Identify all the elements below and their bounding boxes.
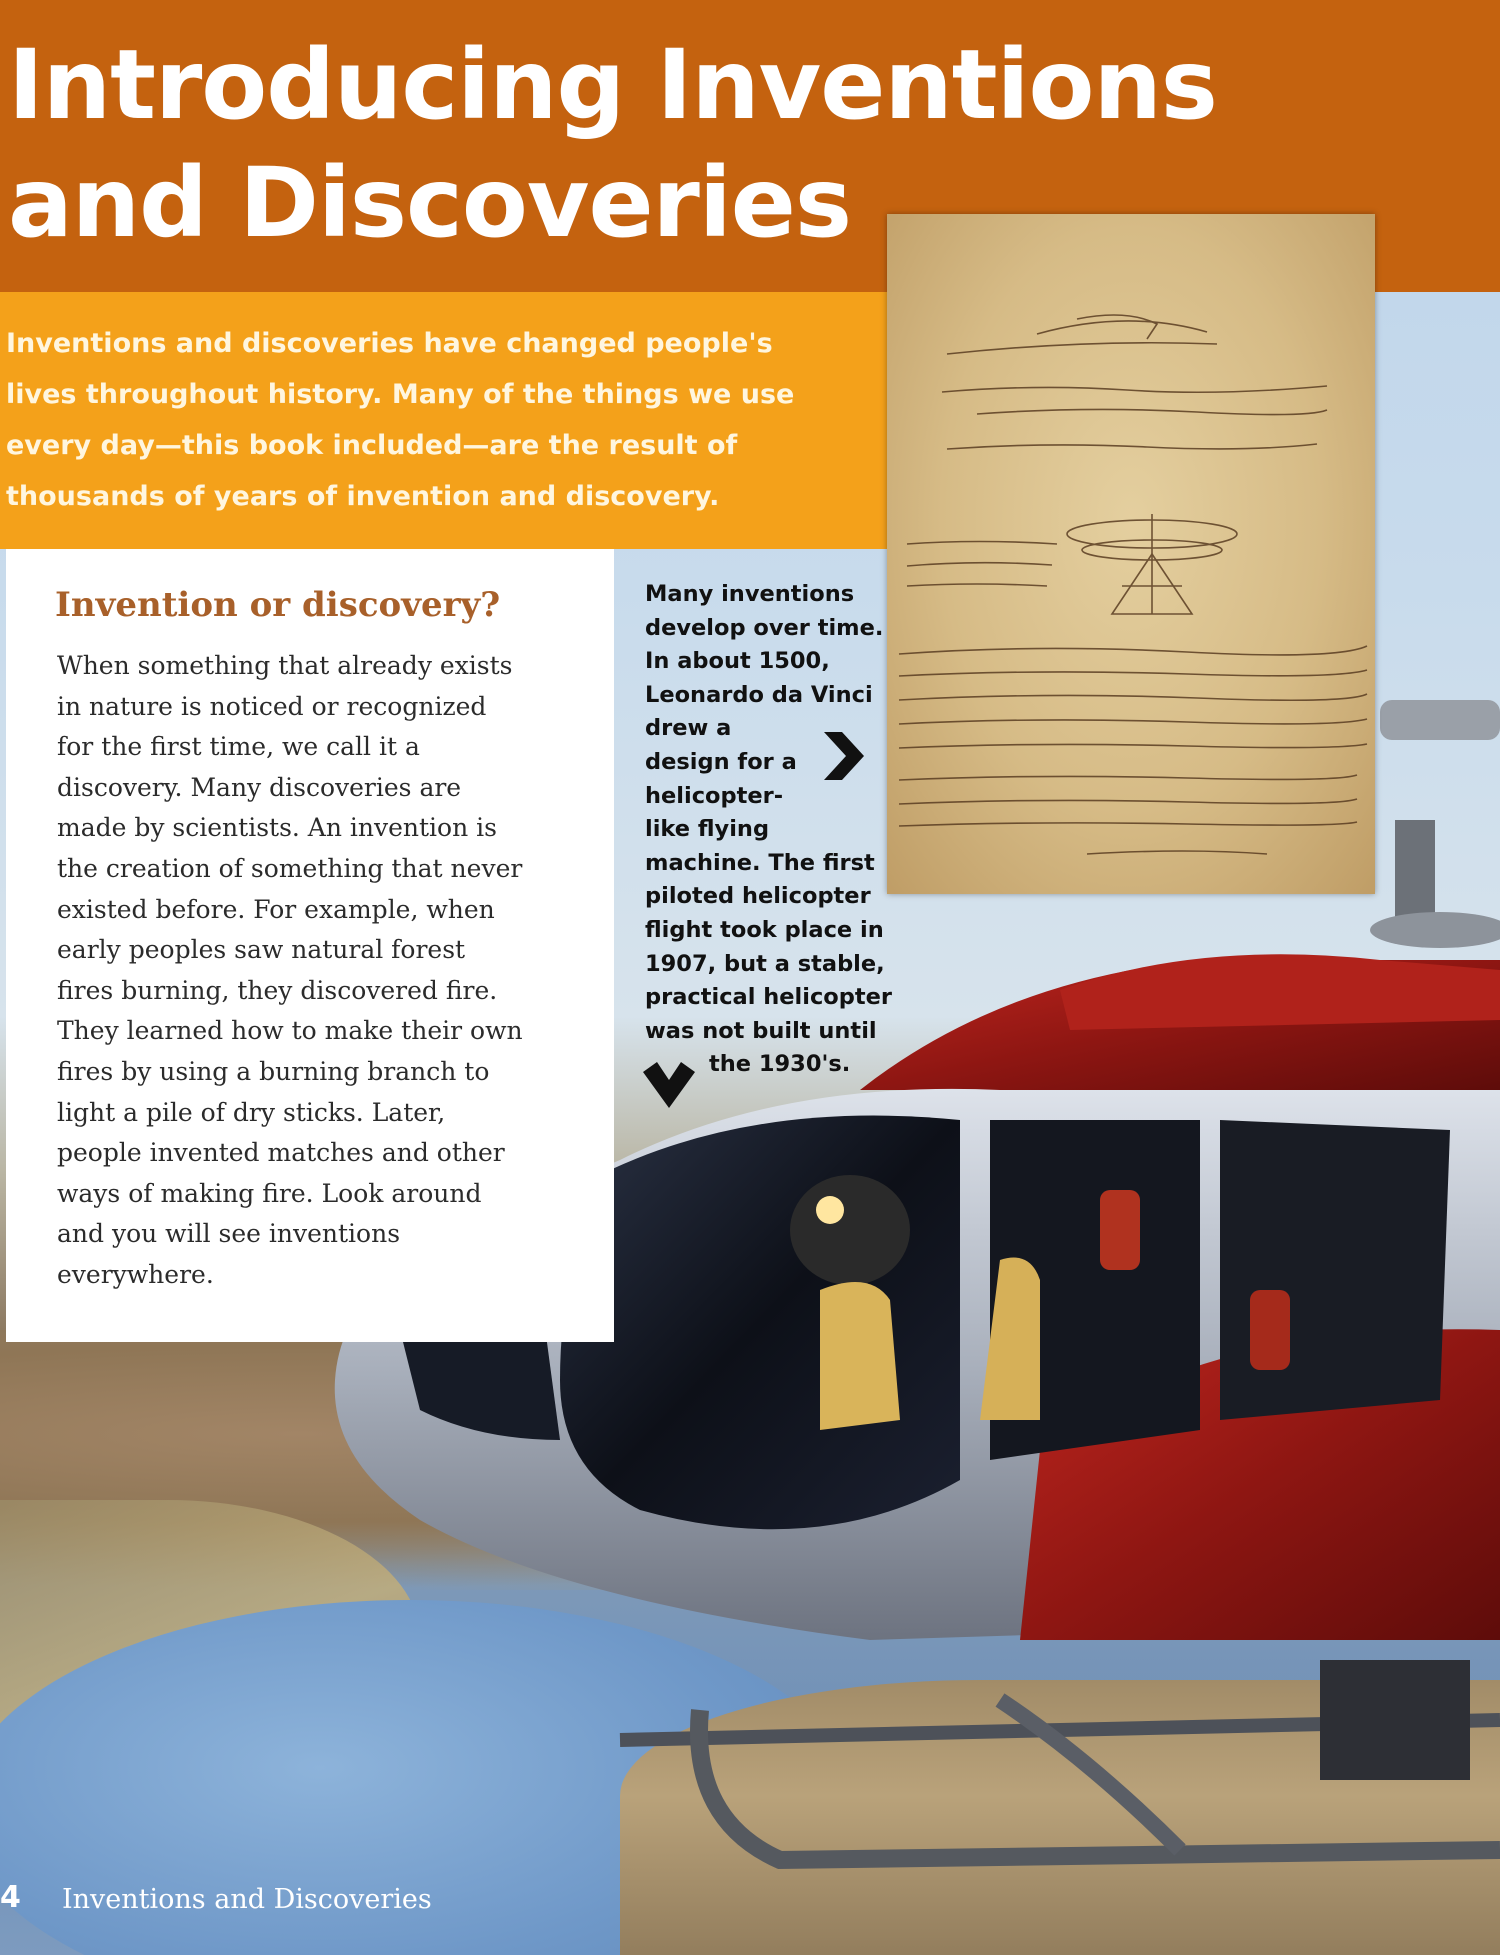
caption-line: practical helicopter <box>645 984 892 1011</box>
caption-line: piloted helicopter <box>645 883 871 910</box>
body-line: for the first time, we call it a <box>57 732 420 762</box>
running-title: Inventions and Discoveries <box>62 1884 432 1915</box>
intro-line: thousands of years of invention and discovery. <box>6 481 720 512</box>
caption-line: design for a <box>645 748 797 775</box>
body-line: early peoples saw natural forest <box>57 935 466 965</box>
caption-line: 1907, but a stable, <box>645 950 885 977</box>
manuscript-sketch <box>887 214 1375 894</box>
caption-line: develop over time. <box>645 614 884 641</box>
body-line: the creation of something that never <box>57 853 523 883</box>
caption-line: flight took place in <box>645 916 884 943</box>
page-number: 4 <box>0 1880 21 1915</box>
caption-line: In about 1500, <box>645 648 830 675</box>
caption-line: helicopter- <box>645 782 784 809</box>
intro-line: lives throughout history. Many of the things we use <box>6 379 795 410</box>
section-heading: Invention or discovery? <box>55 585 501 625</box>
image-caption <box>645 578 895 1082</box>
page-title-line1: Introducing Inventions <box>8 29 1217 141</box>
caption-line: drew a <box>645 715 732 742</box>
body-line: and you will see inventions <box>57 1219 401 1249</box>
chevron-right-icon <box>820 728 866 784</box>
caption-line: was not built until <box>645 1017 877 1044</box>
caption-line: Leonardo da Vinci <box>645 681 873 708</box>
section-body <box>57 646 577 1296</box>
leonardo-manuscript-image <box>887 214 1375 894</box>
body-line: ways of making fire. Look around <box>57 1178 482 1208</box>
caption-line: machine. The first <box>645 849 875 876</box>
caption-line: the 1930's. <box>709 1051 851 1078</box>
intro-line: Inventions and discoveries have changed people's <box>6 328 773 359</box>
body-line: everywhere. <box>57 1259 214 1289</box>
page-title-line2: and Discoveries <box>8 147 852 259</box>
body-line: They learned how to make their own <box>57 1016 523 1046</box>
body-line: in nature is noticed or recognized <box>57 691 487 721</box>
body-line: discovery. Many discoveries are <box>57 772 462 802</box>
body-line: light a pile of dry sticks. Later, <box>57 1097 446 1127</box>
body-line: existed before. For example, when <box>57 894 495 924</box>
body-line: fires burning, they discovered fire. <box>57 975 498 1005</box>
body-line: When something that already exists <box>57 651 513 680</box>
intro-paragraph <box>6 318 886 522</box>
chevron-down-icon <box>641 1060 697 1110</box>
caption-line: like flying <box>645 816 770 843</box>
body-line: made by scientists. An invention is <box>57 813 497 843</box>
intro-line: every day—this book included—are the result of <box>6 430 738 461</box>
body-line: fires by using a burning branch to <box>57 1056 490 1086</box>
caption-line: Many inventions <box>645 581 855 607</box>
body-line: people invented matches and other <box>57 1138 505 1168</box>
